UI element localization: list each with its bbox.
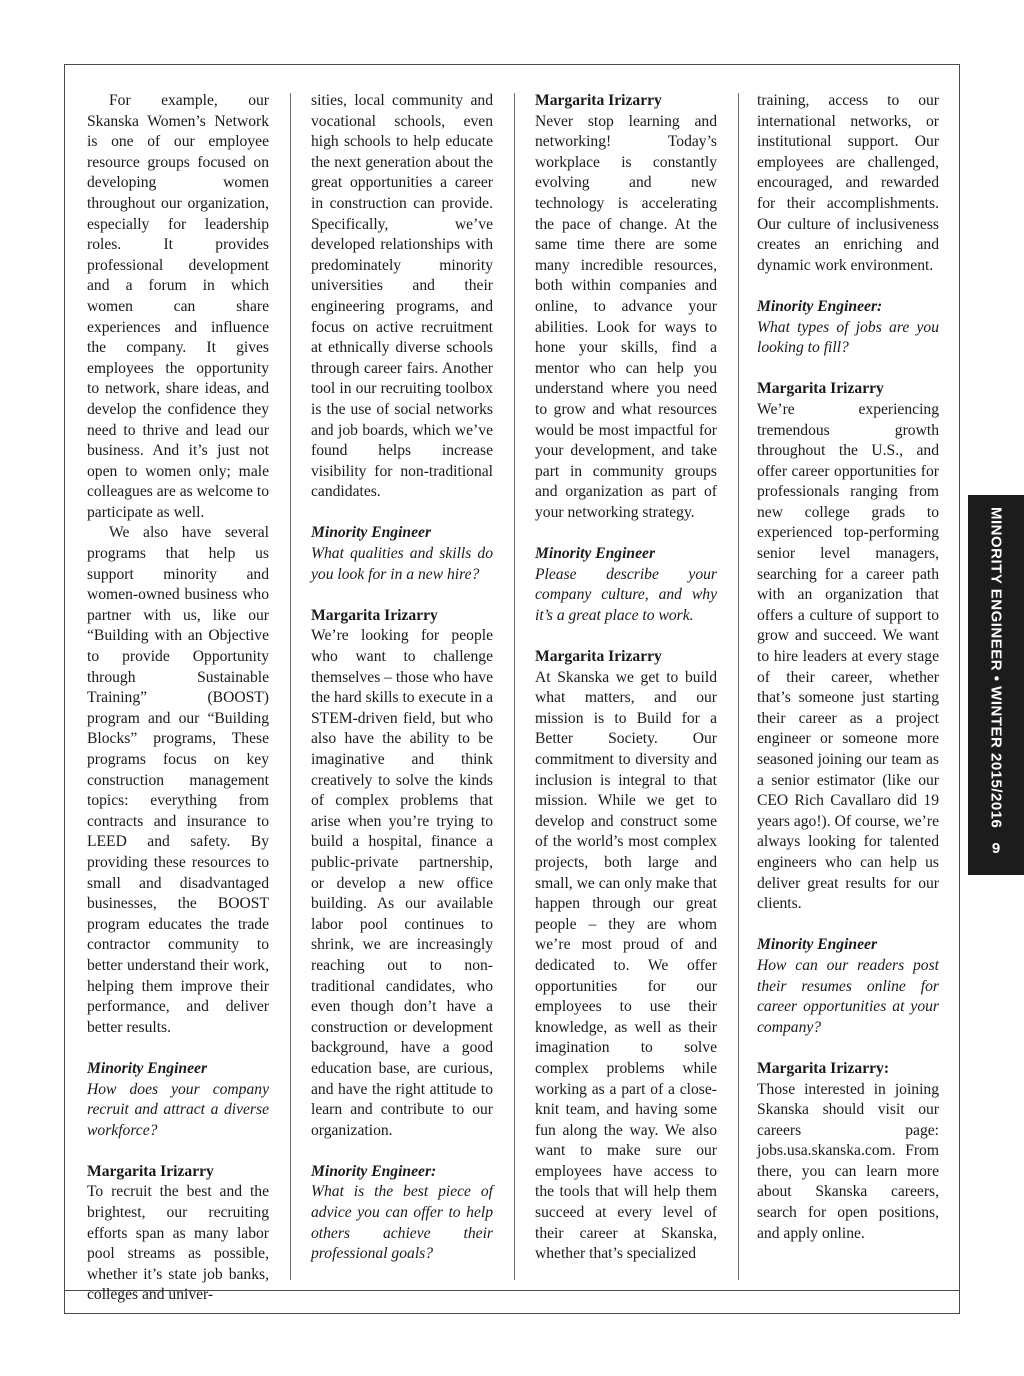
answer-heading: Margarita Irizarry [535, 648, 662, 666]
column-divider [738, 93, 739, 1280]
column-divider [290, 93, 291, 1280]
question-heading: Minority Engineer [311, 524, 432, 542]
page-number: 9 [991, 840, 1001, 857]
column-divider [514, 93, 515, 1280]
page-frame [64, 64, 960, 1314]
column-4 [757, 91, 939, 1244]
column-2 [311, 91, 493, 1265]
question-heading: Minority Engineer [757, 936, 878, 954]
answer-heading: Margarita Irizarry [87, 1162, 214, 1180]
column-3 [535, 91, 717, 1265]
answer-text: We’re looking for people who want to challenge themselves – those who have the hard skills to execute in a STEM-driven field, but who also have the ability to be imaginative and think creatively to solve the kinds of complex problems that arise when you’re trying to build a hospital, finance a public-private partnership, or develop a new office building. As our available labor pool continues to shrink, we are increasingly reaching out to non-traditional candidates, who even though don’t have a construction or development background, have a good education base, are curious, and have the right attitude to learn and contribute to our organization. [311, 627, 493, 1139]
question-text: What types of jobs are you looking to fill? [757, 318, 939, 357]
answer-heading: Margarita Irizarry [757, 380, 884, 398]
answer-heading: Margarita Irizarry [535, 92, 662, 109]
paragraph: training, access to our international networks, or institutional support. Our employees are challenged, encouraged, and rewarded for their accomplishments. Our culture of inclusiveness creates an enriching and dynamic work environment. [757, 92, 939, 274]
question-text: How does your company recruit and attract a diverse workforce? [87, 1080, 269, 1139]
question-heading: Minority Engineer [535, 545, 656, 563]
answer-text: To recruit the best and the brightest, our recruiting efforts span as many labor pool streams as possible, whether it’s state job banks, colleges and univer- [87, 1183, 269, 1304]
paragraph: For example, our Skanska Women’s Network is one of our employee resource groups focused on developing women throughout our organization, especially for leadership roles. It provides professional development and a forum in which women can share experiences and influence the company. It gives employees the opportunity to network, share ideas, and develop the confidence they need to thrive and lead our business. And it’s just not open to women only; male colleagues are as welcome to participate as well. [87, 92, 269, 521]
paragraph: We also have several programs that help us support minority and women-owned business who partner with us, like our “Building with an Objective to provide Opportunity through Sustainable Training” (BOOST) program and our “Building Blocks” programs, These programs focus on key construction management topics: everything from contracts and insurance to LEED and safety. By providing these resources to small and disadvantaged businesses, the BOOST program educates the trade contractor community to better understand their work, helping them improve their performance, and deliver better results. [87, 524, 269, 1036]
column-1 [87, 91, 269, 1306]
question-text: What qualities and skills do you look for in a new hire? [311, 545, 493, 583]
question-text: What is the best piece of advice you can offer to help others achieve their professional goals? [311, 1183, 493, 1263]
answer-text: Never stop learning and networking! Today’s workplace is constantly evolving and new technology is accelerating the pace of change. At the same time there are some many incredible resources, both within companies and online, to advance your abilities. Look for ways to hone your skills, find a mentor who can help you understand where you need to grow and what resources would be most impactful for your development, and take part in community groups and organization as part of your networking strategy. [535, 112, 717, 521]
answer-text: We’re experiencing tremendous growth throughout the U.S., and offer career opportunities for professionals ranging from new college grads to experienced top-performing senior level managers, searching for a career path with an organization that offers a culture of support to grow and succeed. We want to hire leaders at every stage of their career, whether that’s someone just starting their career as a project engineer or someone more seasoned joining our team as a senior estimator (like our CEO Rich Cavallaro did 19 years ago!). Of course, we’re always looking for talented engineers who can help us deliver great results for our clients. [757, 400, 939, 913]
answer-text: At Skanska we get to build what matters, and our mission is to Build for a Better Society. Our commitment to diversity and inclusion is integral to that mission. While we get to develop and construct some of the world’s most complex projects, both large and small, we can only make that happen through our great people – they are whom we’re most proud of and dedicated to. We offer opportunities for our employees to use their knowledge, as well as their imagination to solve complex problems while working as a part of a close-knit team, and having some fun along the way. We also want to make sure our employees have access to the tools that will help them succeed at every level of their career at Skanska, whether that’s specialized [535, 668, 717, 1263]
answer-heading: Margarita Irizarry [311, 606, 438, 624]
running-head: MINORITY ENGINEER • WINTER 2015/2016 [987, 507, 1005, 829]
answer-heading: Margarita Irizarry: [757, 1059, 890, 1077]
answer-text: Those interested in joining Skanska should visit our careers page: jobs.usa.skanska.com. From there, you can learn more about Skanska careers, search for open positions, and apply online. [757, 1080, 939, 1242]
question-text: How can our readers post their resumes online for career opportunities at your company? [757, 956, 939, 1036]
question-heading: Minority Engineer: [311, 1162, 437, 1180]
question-text: Please describe your company culture, and why it’s a great place to work. [535, 565, 717, 624]
question-heading: Minority Engineer [87, 1059, 208, 1077]
running-head-tab [968, 495, 1024, 875]
question-heading: Minority Engineer: [757, 297, 883, 315]
paragraph: sities, local community and vocational schools, even high schools to help educate the next generation about the great opportunities a career in construction can provide. Specifically, we’ve developed relationships with predominately minority universities and their engineering programs, and focus on active recruitment at ethnically diverse schools through career fairs. Another tool in our recruiting toolbox is the use of social networks and job boards, which we’ve found helps increase visibility for non-traditional candidates. [311, 92, 493, 501]
